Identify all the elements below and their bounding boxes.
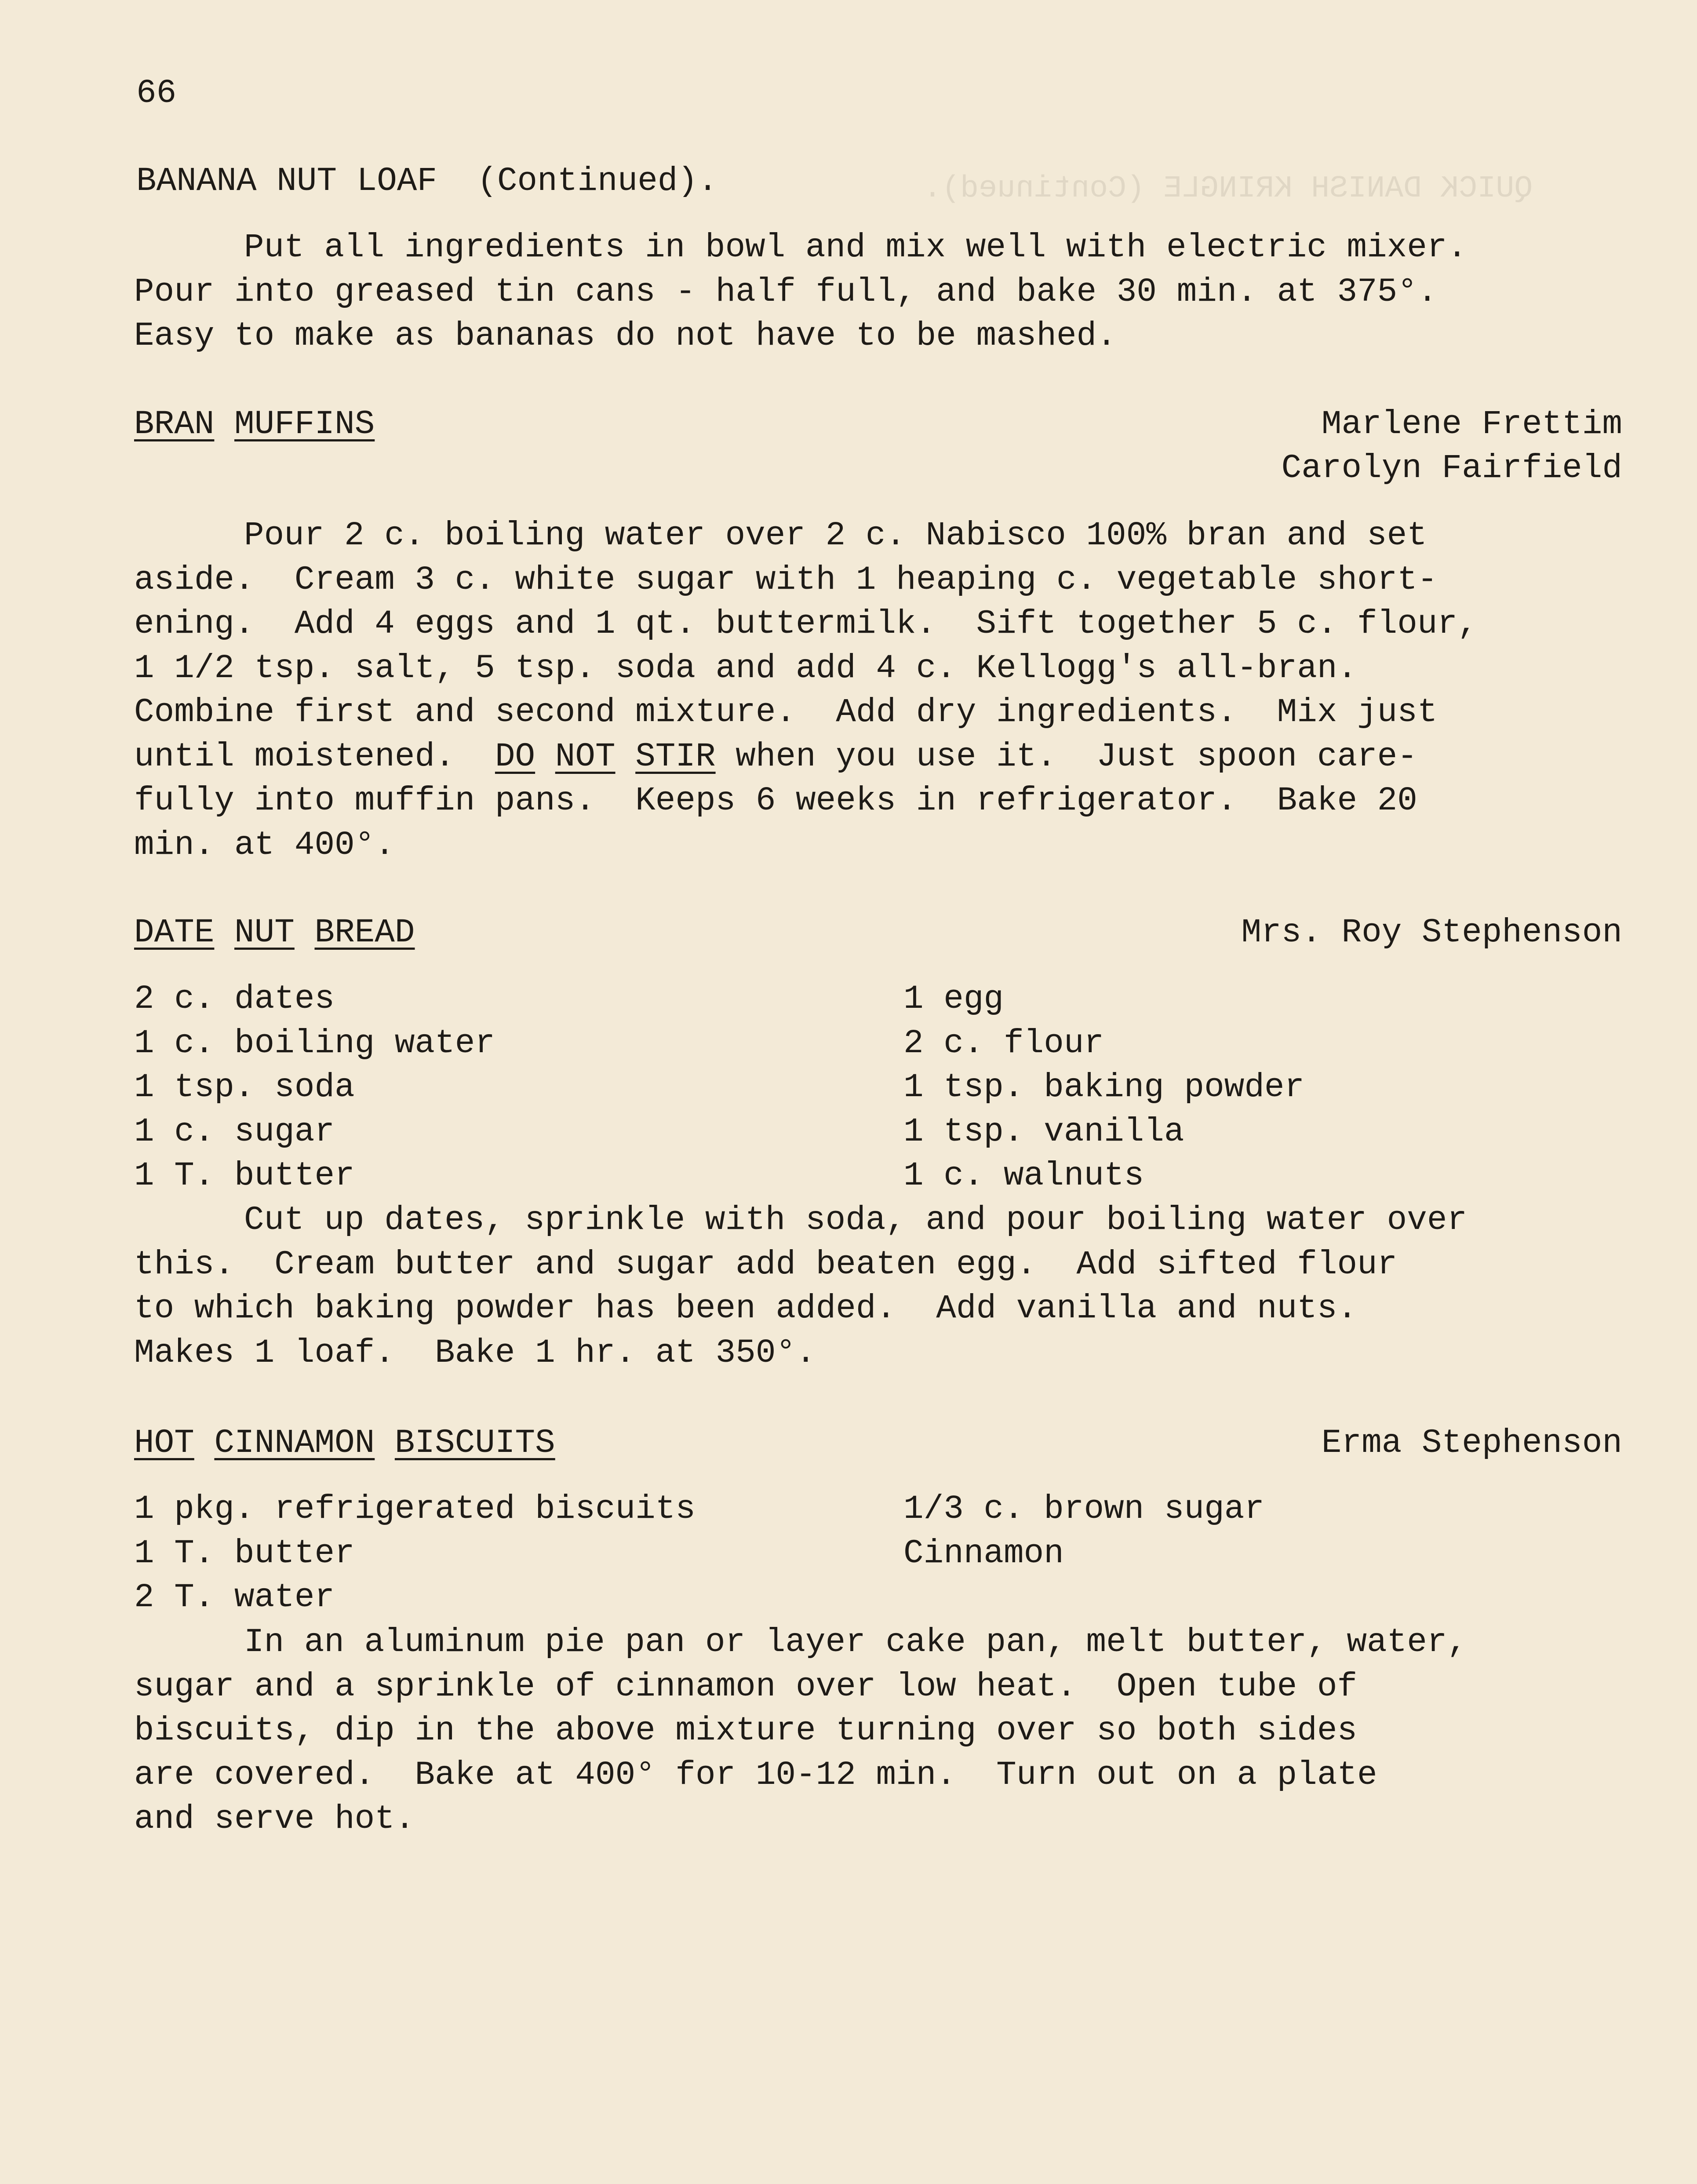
title-word: NUT [234,914,295,952]
text-line: until moistened. [134,737,495,776]
ingredient: 1/3 c. brown sugar [903,1490,1264,1528]
text-line: are covered. Bake at 400° for 10-12 min. Turn out on a plate [134,1756,1377,1794]
warning-word: DO [495,737,535,776]
text-line: ening. Add 4 eggs and 1 qt. buttermilk. Sift together 5 c. flour, [134,605,1478,643]
text-line: aside. Cream 3 c. white sugar with 1 heaping c. vegetable short- [134,561,1438,599]
date-nut-bread-body [134,1198,1467,1375]
warning-word: STIR [635,737,716,776]
ingredient: 2 T. water [134,1579,335,1616]
text-line: sugar and a sprinkle of cinnamon over low heat. Open tube of [134,1667,1358,1706]
text-line: 1 1/2 tsp. salt, 5 tsp. soda and add 4 c. Kellogg's all-bran. [134,649,1358,687]
text-line: and serve hot. [134,1800,415,1838]
title-word: BRAN [134,405,215,443]
banana-nut-loaf-body [134,226,1467,358]
date-nut-bread-ingredients-right [903,977,1304,1198]
recipe-title-banana-nut-loaf [136,159,718,203]
recipe-author: Carolyn Fairfield [1281,449,1622,487]
title-word: DATE [134,914,215,952]
ingredient: 1 c. sugar [134,1112,335,1151]
warning-word: NOT [555,737,615,776]
recipe-title-text: BANANA NUT LOAF [136,162,437,200]
text-line: Easy to make as bananas do not have to be mashed. [134,317,1117,355]
page-number: 66 [136,74,177,112]
ingredient: 1 c. boiling water [134,1024,495,1062]
text-line: Put all ingredients in bowl and mix well with electric mixer. [244,229,1468,266]
ingredient: Cinnamon [903,1534,1064,1572]
text-line: fully into muffin pans. Keeps 6 weeks in refrigerator. Bake 20 [134,782,1417,820]
title-word: MUFFINS [234,405,375,443]
hot-cinnamon-biscuits-body [134,1620,1467,1841]
text-line: Makes 1 loaf. Bake 1 hr. at 350°. [134,1334,816,1372]
text-line: to which baking powder has been added. Add vanilla and nuts. [134,1290,1358,1327]
title-word: BISCUITS [394,1424,555,1462]
text-line: Pour 2 c. boiling water over 2 c. Nabisco 100% bran and set [244,517,1427,554]
continued-label: (Continued). [477,162,718,200]
recipe-title-hot-cinnamon-biscuits [134,1421,555,1465]
text-line: Combine first and second mixture. Add dry ingredients. Mix just [134,693,1438,731]
text-line: biscuits, dip in the above mixture turning over so both sides [134,1712,1358,1750]
hot-cinnamon-biscuits-ingredients-right [903,1487,1264,1575]
ingredient: 2 c. flour [903,1024,1104,1062]
text-line: min. at 400°. [134,826,395,864]
ingredient: 1 tsp. vanilla [903,1112,1184,1151]
recipe-author: Marlene Frettim [1321,405,1622,443]
text-line: Cut up dates, sprinkle with soda, and pour boiling water over [244,1201,1468,1239]
date-nut-bread-ingredients-left [134,977,495,1198]
title-word: HOT [134,1424,194,1462]
text-line: Pour into greased tin cans - half full, and bake 30 min. at 375°. [134,273,1438,311]
hot-cinnamon-biscuits-ingredients-left [134,1487,696,1620]
recipe-title-bran-muffins [134,402,375,446]
text-line: this. Cream butter and sugar add beaten egg. Add sifted flour [134,1245,1398,1283]
ingredient: 1 T. butter [134,1534,355,1572]
bleed-through-texture: QUICK DANISH KRINGLE (Continued). [923,171,1533,206]
text-line: when you use it. Just spoon care- [715,737,1417,776]
title-word: CINNAMON [214,1424,375,1462]
text-line: In an aluminum pie pan or layer cake pan, melt butter, water, [244,1623,1468,1661]
recipe-title-date-nut-bread [134,911,415,955]
ingredient: 1 tsp. soda [134,1068,355,1106]
ingredient: 1 egg [903,980,1004,1018]
ingredient: 1 T. butter [134,1157,355,1195]
ingredient: 2 c. dates [134,980,335,1018]
recipe-author: Mrs. Roy Stephenson [1241,914,1622,952]
ingredient: 1 tsp. baking powder [903,1068,1305,1106]
title-word: BREAD [314,914,415,952]
ingredient: 1 c. walnuts [903,1157,1144,1195]
recipe-author: Erma Stephenson [1321,1424,1622,1462]
bran-muffins-body [134,514,1478,867]
ingredient: 1 pkg. refrigerated biscuits [134,1490,696,1528]
